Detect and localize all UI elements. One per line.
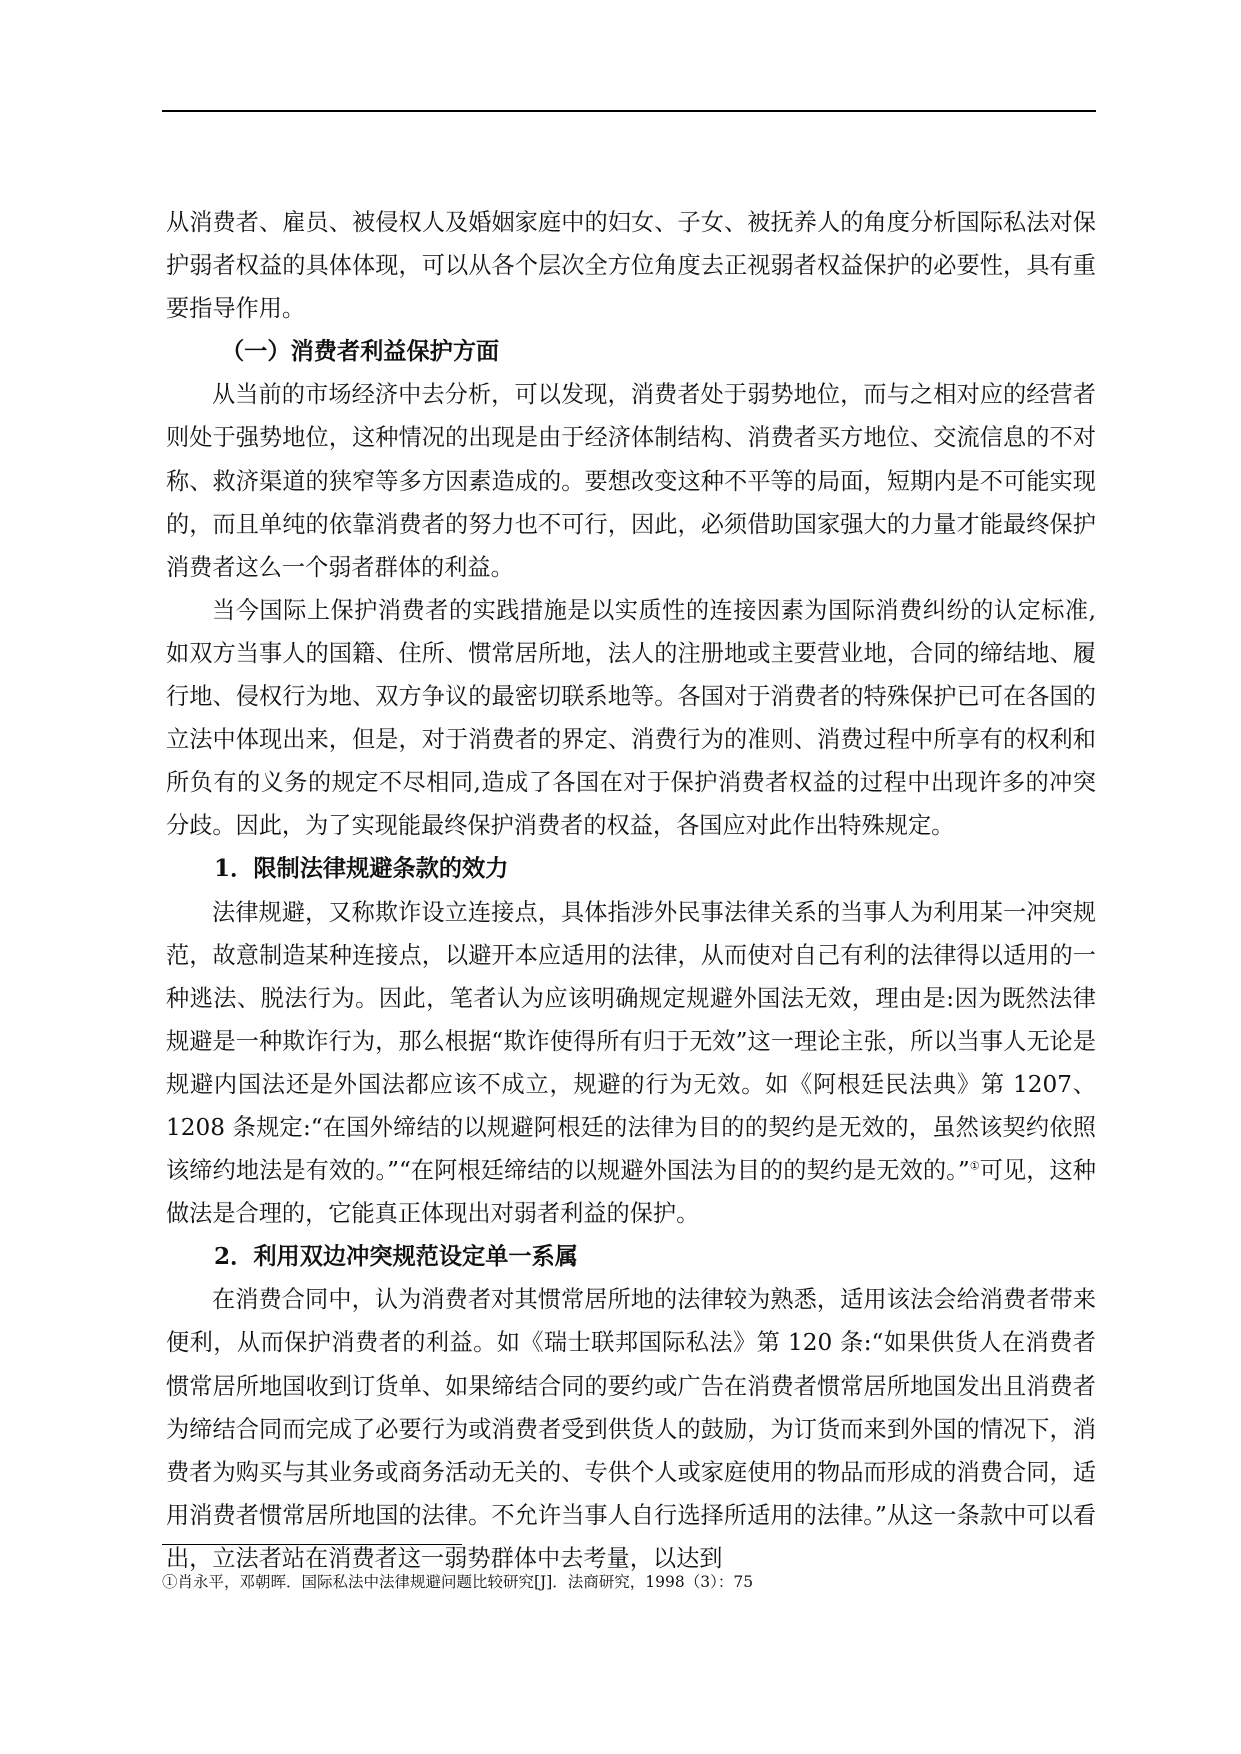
body-text [166,201,1096,1580]
paragraph-evasion [166,891,1096,1236]
intro-paragraph: 从消费者、雇员、被侵权人及婚姻家庭中的妇女、子女、被抚养人的角度分析国际私法对保护弱者权益的具体体现，可以从各个层次全方位角度去正视弱者权益保护的必要性，具有重要指导作用。 [166,209,1096,323]
evasion-text-tail: 可见，这种做法是合理的，它能真正体现出对弱者利益的保护。 [166,1157,1096,1228]
subheading-bilateral: 2．利用双边冲突规范设定单一系属 [214,1243,578,1271]
paragraph-market-analysis: 从当前的市场经济中去分析，可以发现，消费者处于弱势地位，而与之相对应的经营者则处于强势地位，这种情况的出现是由于经济体制结构、消费者买方地位、交流信息的不对称、救济渠道的狭窄等多方因素造成的。要想改变这种不平等的局面，短期内是不可能实现的，而且单纯的依靠消费者的努力也不可行，因此，必须借助国家强大的力量才能最终保护消费者这么一个弱者群体的利益。 [166,381,1096,581]
subheading-evasion: 1．限制法律规避条款的效力 [214,855,509,883]
header-rule [162,110,1096,112]
section-heading-consumer: （一）消费者利益保护方面 [221,338,500,366]
paragraph-consumer-contract: 在消费合同中，认为消费者对其惯常居所地的法律较为熟悉，适用该法会给消费者带来便利，从而保护消费者的利益。如《瑞士联邦国际私法》第 120 条:“如果供货人在消费者惯常居所地国收到订货单、如果缔结合同的要约或广告在消费者惯常居所地国发出且消费者为缔结合同而完成了必要行为或消费者受到供货人的鼓励，为订货而来到外国的情况下，消费者为购买与其业务或商务活动无关的、专供个人或家庭使用的物品而形成的消费合同，适用消费者惯常居所地国的法律。不允许当事人自行选择所适用的法律。”从这一条款中可以看出，立法者站在消费者这一弱势群体中去考量，以达到 [166,1286,1096,1572]
footnote-text: ①肖永平，邓朝晖．国际私法中法律规避问题比较研究[J]．法商研究，1998（3）：75 [162,1573,754,1591]
footnote-rule [162,1544,462,1545]
evasion-text: 法律规避，又称欺诈设立连接点，具体指涉外民事法律关系的当事人为利用某一冲突规范，故意制造某种连接点，以避开本应适用的法律，从而使对自己有利的法律得以适用的一种逃法、脱法行为。因此，笔者认为应该明确规定规避外国法无效，理由是:因为既然法律规避是一种欺诈行为，那么根据“欺诈使得所有归于无效”这一理论主张，所以当事人无论是规避内国法还是外国法都应该不成立，规避的行为无效。如《阿根廷民法典》第 1207、1208 条规定:“在国外缔结的以规避阿根廷的法律为目的的契约是无效的，虽然该契约依照该缔约地法是有效的。”“在阿根廷缔结的以规避外国法为目的的契约是无效的。” [166,898,1096,1185]
footnote-ref[interactable]: ① [969,1159,980,1173]
paragraph-international-practice: 当今国际上保护消费者的实践措施是以实质性的连接因素为国际消费纠纷的认定标准,如双方当事人的国籍、住所、惯常居所地，法人的注册地或主要营业地，合同的缔结地、履行地、侵权行为地、双方争议的最密切联系地等。各国对于消费者的特殊保护已可在各国的立法中体现出来，但是，对于消费者的界定、消费行为的准则、消费过程中所享有的权利和所负有的义务的规定不尽相同,造成了各国在对于保护消费者权益的过程中出现许多的冲突分歧。因此，为了实现能最终保护消费者的权益，各国应对此作出特殊规定。 [166,596,1096,840]
